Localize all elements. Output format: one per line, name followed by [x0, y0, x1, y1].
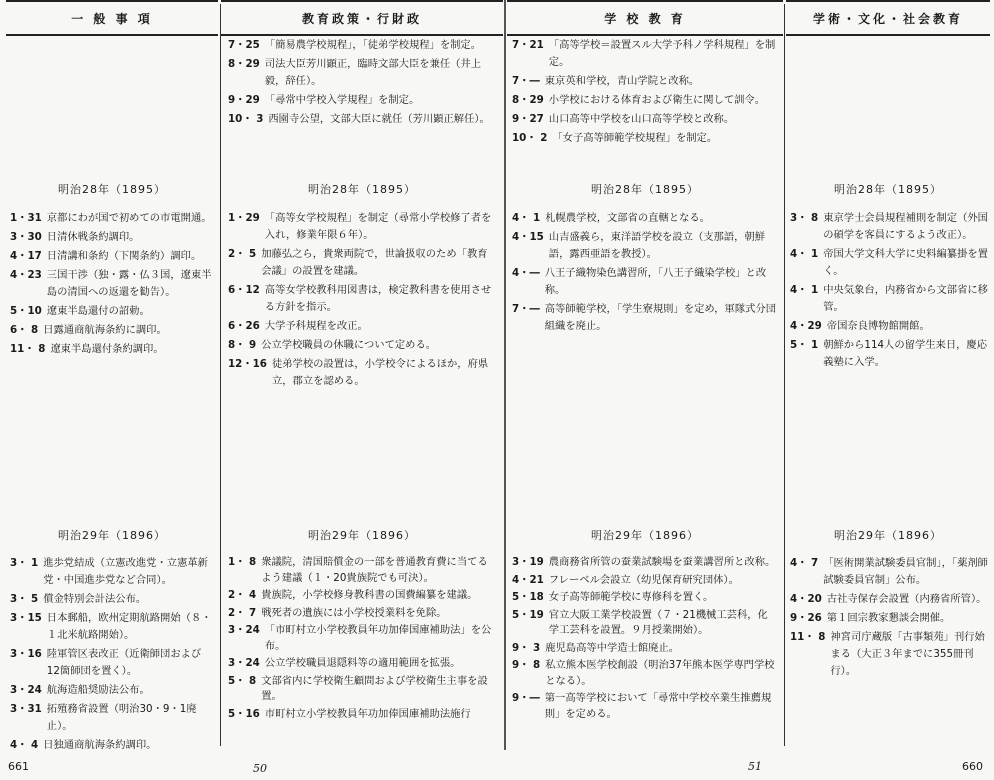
- list-item: 9・27 山口高等中学校を山口高等学校と改称。: [512, 113, 735, 125]
- year-heading-1896: 明治29年（1896）: [591, 529, 699, 542]
- list-item: 6・26 大学予科規程を改正。: [228, 320, 368, 332]
- policy-top-list: [228, 37, 496, 130]
- list-item: 1・29 「高等女学校規程」を制定（尋常小学校修了者を入れ，修業年限６年）。: [228, 212, 492, 241]
- year-heading-1895: 明治28年（1895）: [591, 183, 699, 196]
- list-item: 4・17 日清講和条約（下関条約）調印。: [10, 250, 202, 262]
- list-item: 9・ 3 鹿児島高等中学造士館廃止。: [512, 641, 680, 654]
- list-item: 5・ 8 文部省内に学校衛生顧問および学校衛生主事を設置。: [228, 674, 488, 702]
- list-item: 2・ 5 加藤弘之ら，貴衆両院で，世論扱収のため「教育会議」の設置を建議。: [228, 248, 488, 277]
- list-item: 1・ 8 衆議院，清国賠償金の一部を普通教育費に当てるよう建議（１・20貴族院でも可決）。: [228, 556, 488, 584]
- list-item: 6・ 8 日露通商航海条約に調印。: [10, 324, 167, 336]
- year-heading-1895: 明治28年（1895）: [58, 183, 166, 196]
- header-school-education: 学 校 教 育: [507, 0, 783, 36]
- list-item: 10・ 2 「女子高等師範学校規程」を制定。: [512, 132, 718, 144]
- list-item: 5・19 官立大阪工業学校設置（７・21機械工芸科，化学工芸科を設置。９月授業開始）。: [512, 608, 768, 636]
- list-item: 4・ 7 「医術開業試験委員官制」，「薬剤師試験委員官制」公布。: [790, 557, 988, 586]
- list-item: 3・24 公立学校職員退隠料等の適用範囲を拡張。: [228, 657, 461, 669]
- list-item: 3・24 「市町村立小学校教員年功加俸国庫補助法」を公布。: [228, 624, 492, 652]
- header-education-policy: 教育政策・行財政: [221, 0, 503, 36]
- list-item: 3・30 日清休戦条約調印。: [10, 231, 140, 243]
- list-item: 3・24 航海造船奨励法公布。: [10, 684, 150, 696]
- list-item: 9・26 第１回宗教家懇談会開催。: [790, 612, 951, 624]
- list-item: 11・ 8 遼東半島還付条約調印。: [10, 343, 164, 355]
- year-heading-1896: 明治29年（1896）: [58, 529, 166, 542]
- list-item: 2・ 4 貴族院，小学校修身教科書の国費編纂を建議。: [228, 589, 478, 601]
- policy-1895-list: [228, 210, 496, 392]
- list-item: 8・29 司法大臣芳川顕正，臨時文部大臣を兼任（井上毅，辞任）。: [228, 58, 482, 87]
- page-number-right: 660: [962, 760, 983, 773]
- list-item: 4・29 帝国奈良博物館開館。: [790, 320, 930, 332]
- school-1896-list: [512, 555, 778, 724]
- general-1896-list: [10, 555, 214, 756]
- list-item: 4・ 1 中央気象台，内務省から文部省に移管。: [790, 284, 988, 313]
- list-item: 3・31 拓殖務省設置（明治30・9・1廃止）。: [10, 703, 197, 732]
- list-item: 4・ 1 帝国大学文科大学に史料編纂掛を置く。: [790, 248, 988, 277]
- year-heading-1896: 明治29年（1896）: [834, 529, 942, 542]
- page-number-left-inner: 50: [253, 762, 267, 775]
- culture-1895-list: [790, 210, 988, 373]
- list-item: 3・ 5 償金特別会計法公布。: [10, 593, 147, 605]
- list-item: 7・21 「高等学校＝設置スル大学予科ノ学科規程」を制定。: [512, 39, 776, 68]
- school-1895-list: [512, 210, 778, 337]
- header-general-affairs: 一 般 事 項: [6, 0, 218, 36]
- page-gutter: [504, 0, 506, 750]
- list-item: 5・10 遼東半島還付の詔勅。: [10, 305, 150, 317]
- list-item: 4・21 フレーベル会設立（幼児保育研究団体）。: [512, 573, 739, 586]
- list-item: 3・19 農商務省所管の蚕業試験場を蚕業講習所と改称。: [512, 556, 776, 568]
- page-number-left: 661: [8, 760, 29, 773]
- list-item: 5・ 1 朝鮮から114人の留学生来日，慶応義塾に入学。: [790, 339, 988, 368]
- column-header-row: [0, 0, 994, 34]
- list-item: 3・15 日本郵船，欧州定期航路開始（８・１北米航路開始）。: [10, 612, 212, 641]
- list-item: 9・ 8 私立熊本医学校創設（明治37年熊本医学専門学校となる）。: [512, 659, 775, 687]
- school-top-list: [512, 37, 778, 149]
- page-number-right-inner: 51: [748, 760, 762, 773]
- list-item: 4・ 1 札幌農学校，文部省の直轄となる。: [512, 212, 710, 224]
- list-item: 7・― 東京英和学校，青山学院と改称。: [512, 75, 700, 87]
- policy-1896-list: [228, 555, 496, 724]
- column-divider: [784, 4, 785, 746]
- list-item: 8・29 小学校における体育および衛生に関して訓令。: [512, 94, 766, 106]
- list-item: 4・ 4 日独通商航海条約調印。: [10, 739, 157, 751]
- list-item: 3・ 1 進歩党結成（立憲改進党・立憲革新党・中国進歩党など合同）。: [10, 557, 208, 586]
- header-academic-culture: 学術・文化・社会教育: [786, 0, 990, 36]
- column-divider: [220, 4, 221, 746]
- list-item: 9・29 「尋常中学校入学規程」を制定。: [228, 94, 420, 106]
- list-item: 3・16 陸軍管区表改正（近衛師団および12箇師団を置く）。: [10, 648, 202, 677]
- list-item: 7・― 高等師範学校，「学生寮規則」を定め，軍隊式分団組織を廃止。: [512, 303, 777, 332]
- list-item: 5・18 女子高等師範学校に専修科を置く。: [512, 591, 714, 603]
- list-item: 5・16 市町村立小学校教員年功加俸国庫補助法施行: [228, 707, 471, 720]
- year-heading-1895: 明治28年（1895）: [308, 183, 416, 196]
- list-item: 12・16 徒弟学校の設置は，小学校令によるほか，府県立，郡立を認める。: [228, 358, 489, 387]
- year-heading-1895: 明治28年（1895）: [834, 183, 942, 196]
- list-item: 4・― 八王子織物染色講習所，「八王子織染学校」と改称。: [512, 267, 767, 296]
- list-item: 7・25 「簡易農学校規程」，「徒弟学校規程」を制定。: [228, 39, 482, 51]
- list-item: 2・ 7 戦死者の遺族には小学校授業料を免除。: [228, 606, 447, 619]
- list-item: 9・― 第一高等学校において「尋常中学校卒業生推薦規則」を定める。: [512, 692, 772, 720]
- list-item: 3・ 8 東京学士会員規程補則を制定（外国の碩学を客員にするよう改正）。: [790, 212, 988, 241]
- list-item: 4・20 古社寺保存会設置（内務省所管）。: [790, 593, 987, 605]
- list-item: 6・12 高等女学校教科用図書は，検定教科書を使用させる方針を指示。: [228, 284, 492, 313]
- list-item: 1・31 京都にわが国で初めての市電開通。: [10, 212, 212, 224]
- year-heading-1896: 明治29年（1896）: [308, 529, 416, 542]
- culture-1896-list: [790, 555, 988, 682]
- list-item: 8・ 9 公立学校職員の休職について定める。: [228, 339, 437, 351]
- list-item: 11・ 8 神宮司庁蔵版「古事類苑」刊行始まる（大正３年までに355冊刊行）。: [790, 631, 985, 677]
- list-item: 4・15 山吉盛義ら，東洋語学校を設立（支那語，朝鮮語，露西亜語を教授）。: [512, 231, 766, 260]
- list-item: 10・ 3 西園寺公望，文部大臣に就任（芳川顕正解任）。: [228, 113, 490, 125]
- general-1895-list: [10, 210, 214, 360]
- list-item: 4・23 三国干渉（独・露・仏３国，遼東半島の清国への返還を勧告）。: [10, 269, 212, 298]
